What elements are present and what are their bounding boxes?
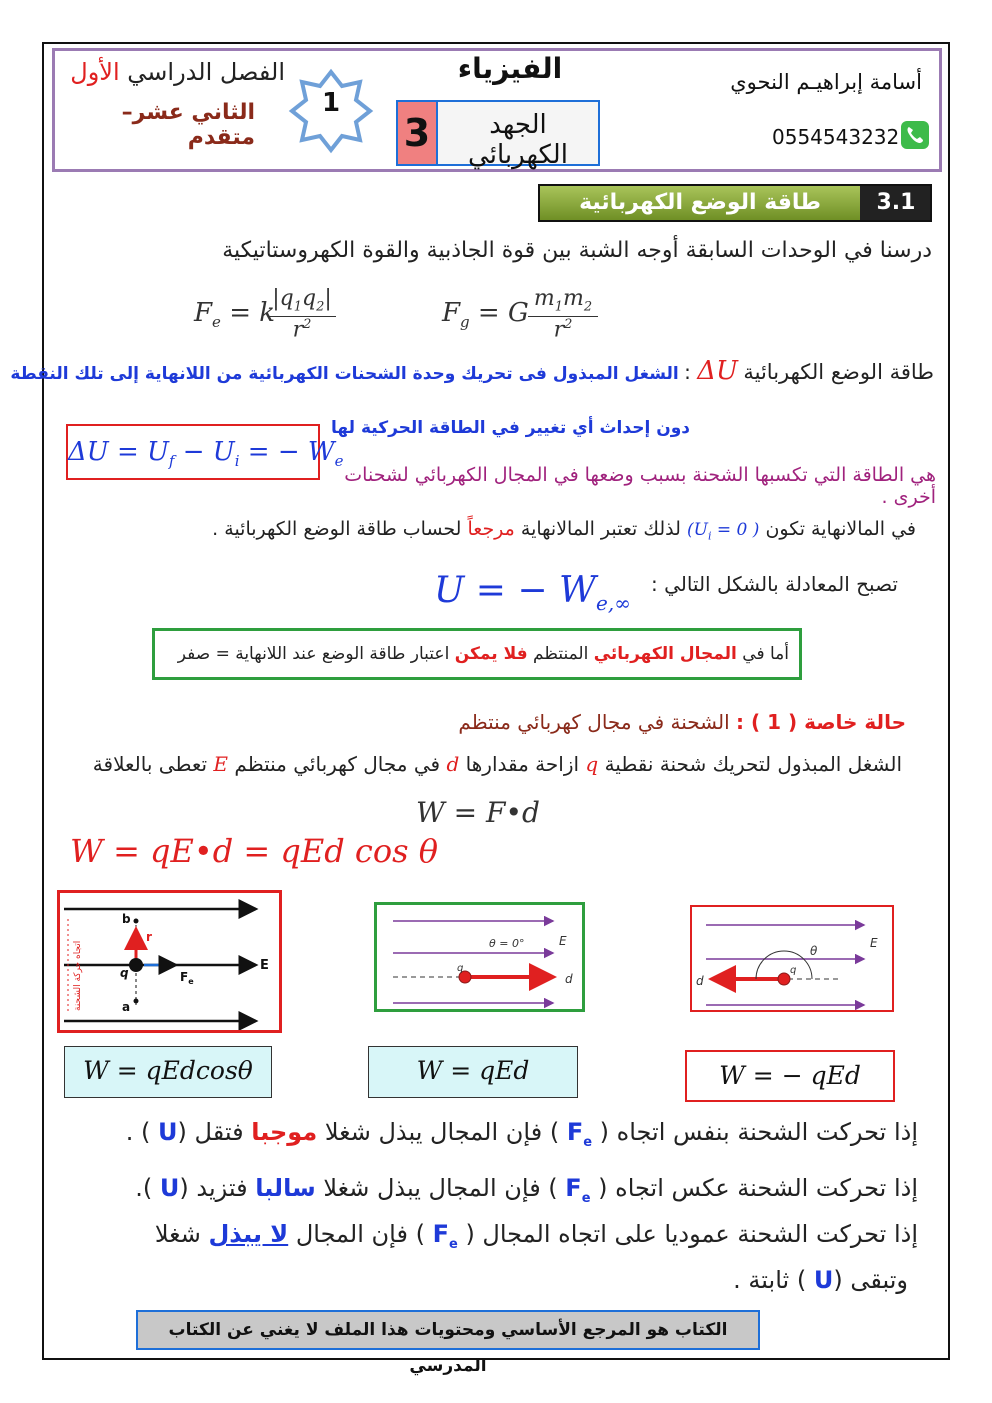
definition-text-2: دون إحداث أي تغيير في الطاقة الحركية لها	[331, 418, 690, 438]
subject-title: الفيزياء	[457, 52, 563, 85]
phone-icon	[900, 120, 930, 150]
work-red-formula: W = qE•d = qEd cos θ	[70, 832, 438, 870]
grade-label: الثاني عشر– متقدم	[121, 100, 255, 150]
section-title: طاقة الوضع الكهربائية	[540, 186, 860, 220]
unit-number: 3	[398, 102, 438, 164]
diagram-perpendicular	[57, 890, 282, 1033]
delta-u-box: $\Delta U = U_f - U_i$ = − $W_e$	[66, 424, 320, 480]
u-equation: U = − $W_{e,\infty}$	[434, 570, 631, 616]
work-dot-formula: W = F•d	[416, 796, 540, 829]
label-q: q	[120, 966, 129, 980]
rule-2: إذا تحركت الشحنة عكس اتجاه ( $F_e$ ) فإن المجال يبذل شغلا سالبا فتزيد (U ).	[135, 1174, 918, 1206]
label-e: E	[559, 934, 567, 948]
section-bar	[538, 184, 932, 222]
diagram-antiparallel-svg	[692, 907, 892, 1010]
label-a: a	[122, 1000, 131, 1014]
work-box-general: W = qEdcosθ	[64, 1046, 272, 1098]
section-number: 3.1	[876, 190, 916, 215]
label-motion-direction: اتجاه حركة الشحنة	[73, 940, 83, 1011]
label-d: d	[565, 972, 573, 986]
rule-3-cont: وتبقى (U ) ثابتة .	[733, 1266, 908, 1294]
gravity-formula: $F_g = G$	[442, 298, 529, 332]
label-theta-zero: θ = 0°	[489, 937, 525, 950]
semester-label: الفصل الدراسي	[119, 58, 285, 86]
work-box-antiparallel: W = − qEd	[685, 1050, 895, 1102]
label-e: E	[260, 958, 269, 973]
delta-u-symbol: ΔU	[697, 356, 738, 386]
label-fe: $F_e$	[180, 970, 194, 986]
label-q: q	[457, 963, 464, 974]
rule-3: إذا تحركت الشحنة عموديا على اتجاه المجال ( $F_e$ ) فإن المجال لا يبذل شغلا	[154, 1220, 918, 1252]
author-name: أسامة إبراهيـم النحوي	[730, 70, 922, 94]
equation-label: تصبح المعادلة بالشكل التالي :	[650, 572, 898, 596]
semester-line	[60, 58, 285, 86]
phone-number: 0554543232	[772, 125, 900, 149]
gravity-fraction: $m_1m_2$ $r^2$	[528, 286, 598, 343]
work-line: الشغل المبذول لتحريك شحنة نقطية q ازاحة مقدارها d في مجال كهربائي منتظم E تعطى بالعلاقة	[92, 752, 902, 776]
definition-alt: هي الطاقة التي تكسبها الشحنة بسبب وضعها في المجال الكهربائي لشحنات أخرى .	[344, 464, 936, 508]
infinity-line: في المالانهاية تكون ( $U_i = 0$) لذلك تعتبر المالانهاية مرجعاً لحساب طاقة الوضع الكهربائية .	[212, 518, 916, 543]
intro-text: درسنا في الوحدات السابقة أوجه الشبة بين قوة الجاذبية والقوة الكهروستاتيكية	[222, 238, 932, 263]
coulomb-formula: $F_e = k$	[194, 298, 276, 332]
label-b: b	[122, 912, 131, 926]
coulomb-fraction: $|q_1q_2|$ $r^2$	[268, 286, 336, 343]
uniform-note-box: أما في المجال الكهربائي المنتظم فلا يمكن اعتبار طاقة الوضع عند اللانهاية = صفر	[152, 628, 802, 680]
unit-title: الجهد الكهربائي	[468, 110, 568, 170]
label-r: r	[146, 930, 152, 944]
label-e: E	[870, 936, 878, 950]
semester-highlight: الأول	[70, 58, 120, 86]
diagram-parallel	[374, 902, 585, 1012]
definition-text: الشغل المبذول فى تحريك وحدة الشحنات الكهربائية من اللانهاية إلى تلك النقطة	[10, 364, 679, 384]
label-theta: θ	[810, 944, 818, 958]
diagram-antiparallel	[690, 905, 894, 1012]
work-box-parallel: W = qEd	[368, 1046, 578, 1098]
definition-line: طاقة الوضع الكهربائية ΔU : الشغل المبذول فى تحريك وحدة الشحنات الكهربائية من اللانهاية إلى تلك النقطة	[10, 356, 934, 386]
diagram-parallel-svg	[377, 905, 582, 1009]
badge-number: 1	[321, 88, 341, 118]
special-case: حالة خاصة ( 1 ) : الشحنة في مجال كهربائي منتظم	[458, 710, 906, 734]
footer-note: الكتاب هو المرجع الأساسي ومحتويات هذا الملف لا يغني عن الكتاب المدرسي	[136, 1310, 760, 1350]
label-q: q	[790, 965, 797, 976]
unit-box	[396, 100, 600, 170]
ui-zero: ( $U_i = 0$)	[686, 520, 760, 543]
label-d: d	[696, 974, 704, 988]
diagram-perpendicular-svg	[60, 893, 279, 1030]
rule-1: إذا تحركت الشحنة بنفس اتجاه ( $F_e$ ) فإن المجال يبذل شغلا موجبا فتقل (U ) .	[125, 1118, 918, 1150]
